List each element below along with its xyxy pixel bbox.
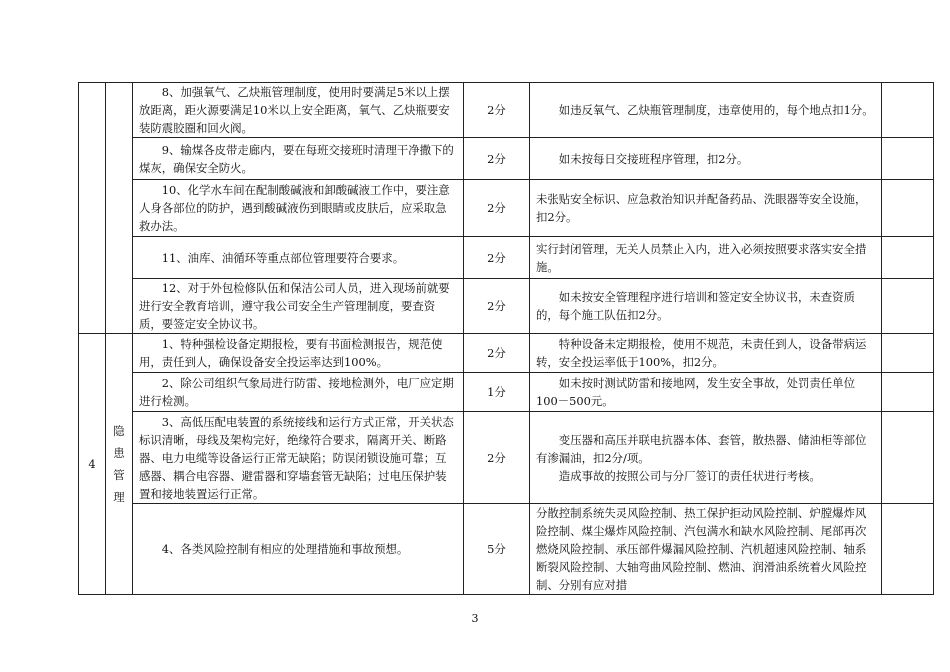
- score-cell: 2分: [464, 83, 530, 138]
- remark-cell: [882, 412, 934, 504]
- remark-cell: [882, 334, 934, 373]
- assessment-table: [78, 82, 934, 595]
- table-row: [79, 334, 934, 373]
- table-row: [79, 180, 934, 237]
- score-cell: 2分: [464, 412, 530, 504]
- penalty-cell: 特种设备未定期报检，使用不规范，未责任到人，设备带病运转，安全投运率低于100%，扣2分。: [530, 334, 882, 373]
- requirement-cell: 12、对于外包检修队伍和保洁公司人员，进入现场前就要进行安全教育培训，遵守我公司安全生产管理制度，要查资质，要签定安全协议书。: [133, 279, 464, 334]
- table-row: [79, 237, 934, 279]
- penalty-cell: 如未按安全管理程序进行培训和签定安全协议书，未查资质的，每个施工队伍扣2分。: [530, 279, 882, 334]
- table-row: [79, 504, 934, 595]
- requirement-cell: 3、高低压配电装置的系统接线和运行方式正常，开关状态标识清晰，母线及架构完好，绝缘符合要求，隔离开关、断路器、电力电缆等设备运行正常无缺陷；防误闭锁设施可靠；互感器、耦合电容器、避雷器和穿墙套管无缺陷；过电压保护装置和接地装置运行正常。: [133, 412, 464, 504]
- section-category: 隐患管理: [106, 334, 133, 595]
- requirement-cell: 9、输煤各皮带走廊内，要在每班交接班时清理干净撒下的煤灰，确保安全防火。: [133, 138, 464, 180]
- remark-cell: [882, 180, 934, 237]
- penalty-cell: 分散控制系统失灵风险控制、热工保护拒动风险控制、炉膛爆炸风险控制、煤尘爆炸风险控制、汽包满水和缺水风险控制、尾部再次燃烧风险控制、承压部件爆漏风险控制、汽机超速风险控制、轴系断裂风险控制、大轴弯曲风险控制、燃油、润滑油系统着火风险控制、分别有应对措: [530, 504, 882, 595]
- score-cell: 1分: [464, 373, 530, 412]
- remark-cell: [882, 83, 934, 138]
- penalty-cell: 如违反氧气、乙炔瓶管理制度，违章使用的，每个地点扣1分。: [530, 83, 882, 138]
- section-number: 4: [79, 334, 106, 595]
- requirement-cell: 2、除公司组织气象局进行防雷、接地检测外，电厂应定期进行检测。: [133, 373, 464, 412]
- penalty-cell: 未张贴安全标识、应急救治知识并配备药品、洗眼器等安全设施，扣2分。: [530, 180, 882, 237]
- remark-cell: [882, 237, 934, 279]
- remark-cell: [882, 373, 934, 412]
- requirement-cell: 10、化学水车间在配制酸碱液和卸酸碱液工作中，要注意人身各部位的防护，遇到酸碱液伤到眼睛或皮肤后，应采取急救办法。: [133, 180, 464, 237]
- page-number: 3: [471, 612, 479, 625]
- table-row: [79, 373, 934, 412]
- remark-cell: [882, 504, 934, 595]
- prev-section-number-cell: [79, 83, 106, 334]
- table-row: [79, 412, 934, 504]
- penalty-paragraph: 变压器和高压并联电抗器本体、套管，散热器、储油柜等部位有渗漏油，扣2分/项。: [536, 432, 867, 465]
- table-row: [79, 279, 934, 334]
- score-cell: 2分: [464, 334, 530, 373]
- remark-cell: [882, 279, 934, 334]
- score-cell: 2分: [464, 279, 530, 334]
- requirement-cell: 1、特种强检设备定期报检，要有书面检测报告，规范使用，责任到人，确保设备安全投运率达到100%。: [133, 334, 464, 373]
- remark-cell: [882, 138, 934, 180]
- penalty-cell: 如未按每日交接班程序管理，扣2分。: [530, 138, 882, 180]
- penalty-paragraph: 造成事故的按照公司与分厂签订的责任状进行考核。: [558, 468, 821, 483]
- score-cell: 2分: [464, 138, 530, 180]
- requirement-cell: 4、各类风险控制有相应的处理措施和事故预想。: [133, 504, 464, 595]
- score-cell: 5分: [464, 504, 530, 595]
- table-row: [79, 138, 934, 180]
- score-cell: 2分: [464, 237, 530, 279]
- requirement-cell: 8、加强氧气、乙炔瓶管理制度，使用时要满足5米以上摆放距离，距火源要满足10米以上安全距离，氧气、乙炔瓶要安装防震胶圈和回火阀。: [133, 83, 464, 138]
- table-row: [79, 83, 934, 138]
- penalty-cell: 如未按时测试防雷和接地网，发生安全事故，处罚责任单位100－500元。: [530, 373, 882, 412]
- penalty-cell: 实行封闭管理，无关人员禁止入内，进入必须按照要求落实安全措施。: [530, 237, 882, 279]
- requirement-cell: 11、油库、油循环等重点部位管理要符合要求。: [133, 237, 464, 279]
- score-cell: 2分: [464, 180, 530, 237]
- penalty-cell: [530, 412, 882, 504]
- prev-section-category-cell: [106, 83, 133, 334]
